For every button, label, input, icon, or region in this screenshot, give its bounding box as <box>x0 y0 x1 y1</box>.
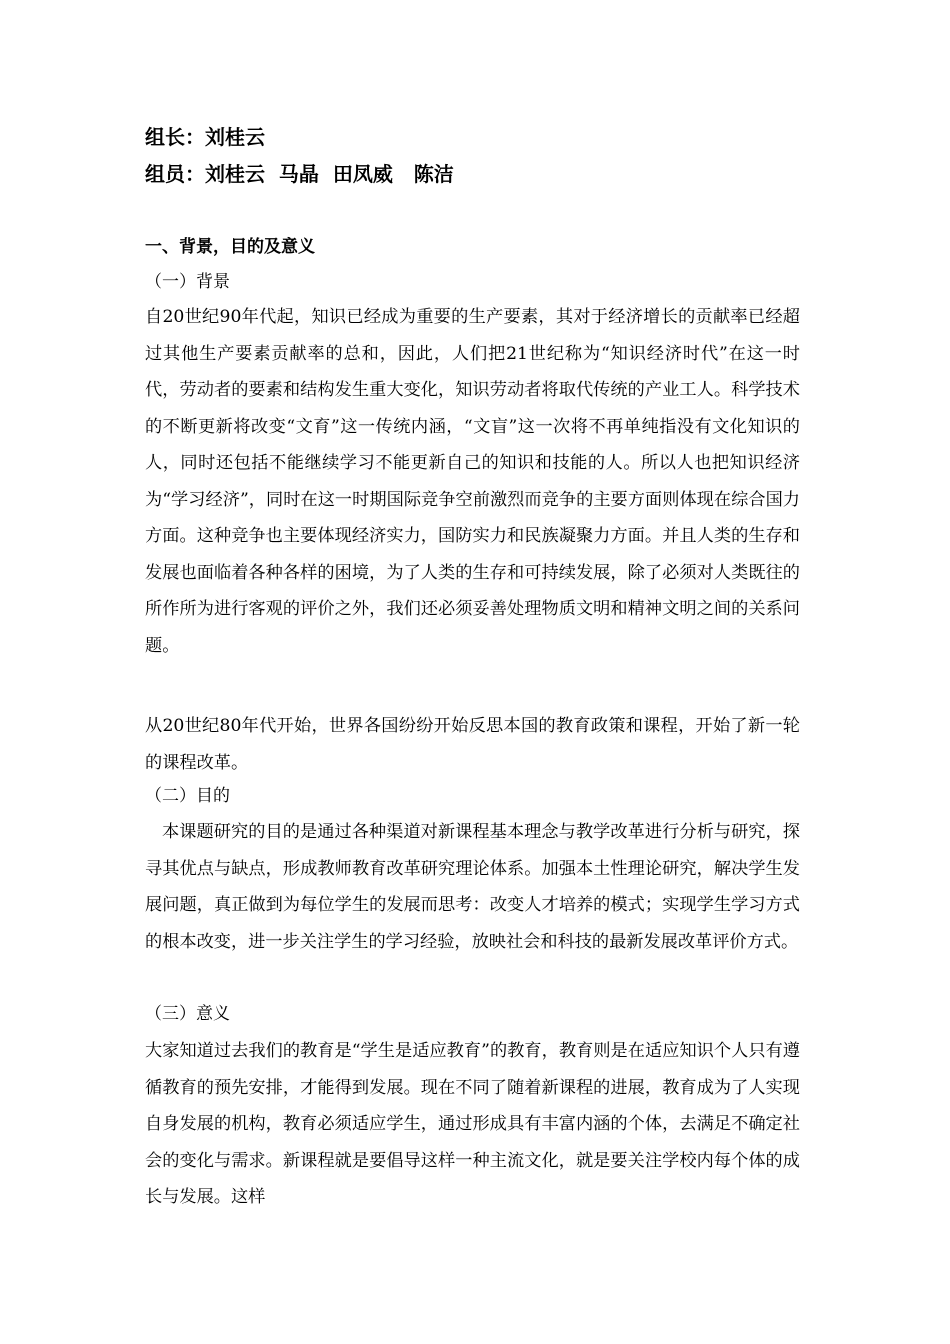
significance-paragraph: 大家知道过去我们的教育是“学生是适应教育”的教育，教育则是在适应知识个人只有遵循教育的预先安排，才能得到发展。现在不同了随着新课程的进展，教育成为了人实现自身发展的机构，教育必须适应学生，通过形成具有丰富内涵的个体，去满足不确定社会的变化与需求。新课程就是要倡导这样一种主流文化，就是要关注学校内每个体的成长与发展。这样 <box>145 1041 800 1207</box>
purpose-heading: （二）目的 <box>145 786 230 806</box>
significance-heading: （三）意义 <box>145 1004 230 1024</box>
section-title: 一、背景，目的及意义 <box>145 237 315 257</box>
background-heading: （一）背景 <box>145 272 230 292</box>
group-leader: 组长：刘桂云 <box>145 125 265 149</box>
background-paragraph-2: 从20世纪80年代开始，世界各国纷纷开始反思本国的教育政策和课程，开始了新一轮的课程改革。 <box>145 716 800 773</box>
group-members: 组员：刘桂云 马晶 田凤威 陈洁 <box>145 162 454 186</box>
purpose-paragraph: 本课题研究的目的是通过各种渠道对新课程基本理念与教学改革进行分析与研究，探寻其优点与缺点，形成教师教育改革研究理论体系。加强本土性理论研究，解决学生发展问题，真正做到为每位学生的发展而思考：改变人才培养的模式；实现学生学习方式的根本改变，进一步关注学生的学习经验，放映社会和科技的最新发展改革评价方式。 <box>145 822 800 952</box>
background-paragraph-1: 自20世纪90年代起，知识已经成为重要的生产要素，其对于经济增长的贡献率已经超过其他生产要素贡献率的总和，因此，人们把21世纪称为“知识经济时代”在这一时代，劳动者的要素和结构发生重大变化，知识劳动者将取代传统的产业工人。科学技术的不断更新将改变“文育”这一传统内涵，“文盲”这一次将不再单纯指没有文化知识的人，同时还包括不能继续学习不能更新自己的知识和技能的人。所以人也把知识经济为“学习经济”，同时在这一时期国际竞争空前激烈而竞争的主要方面则体现在综合国力方面。这种竞争也主要体现经济实力，国防实力和民族凝聚力方面。并且人类的生存和发展也面临着各种各样的困境，为了人类的生存和可持续发展，除了必须对人类既往的所作所为进行客观的评价之外，我们还必须妥善处理物质文明和精神文明之间的关系问题。 <box>145 307 800 656</box>
